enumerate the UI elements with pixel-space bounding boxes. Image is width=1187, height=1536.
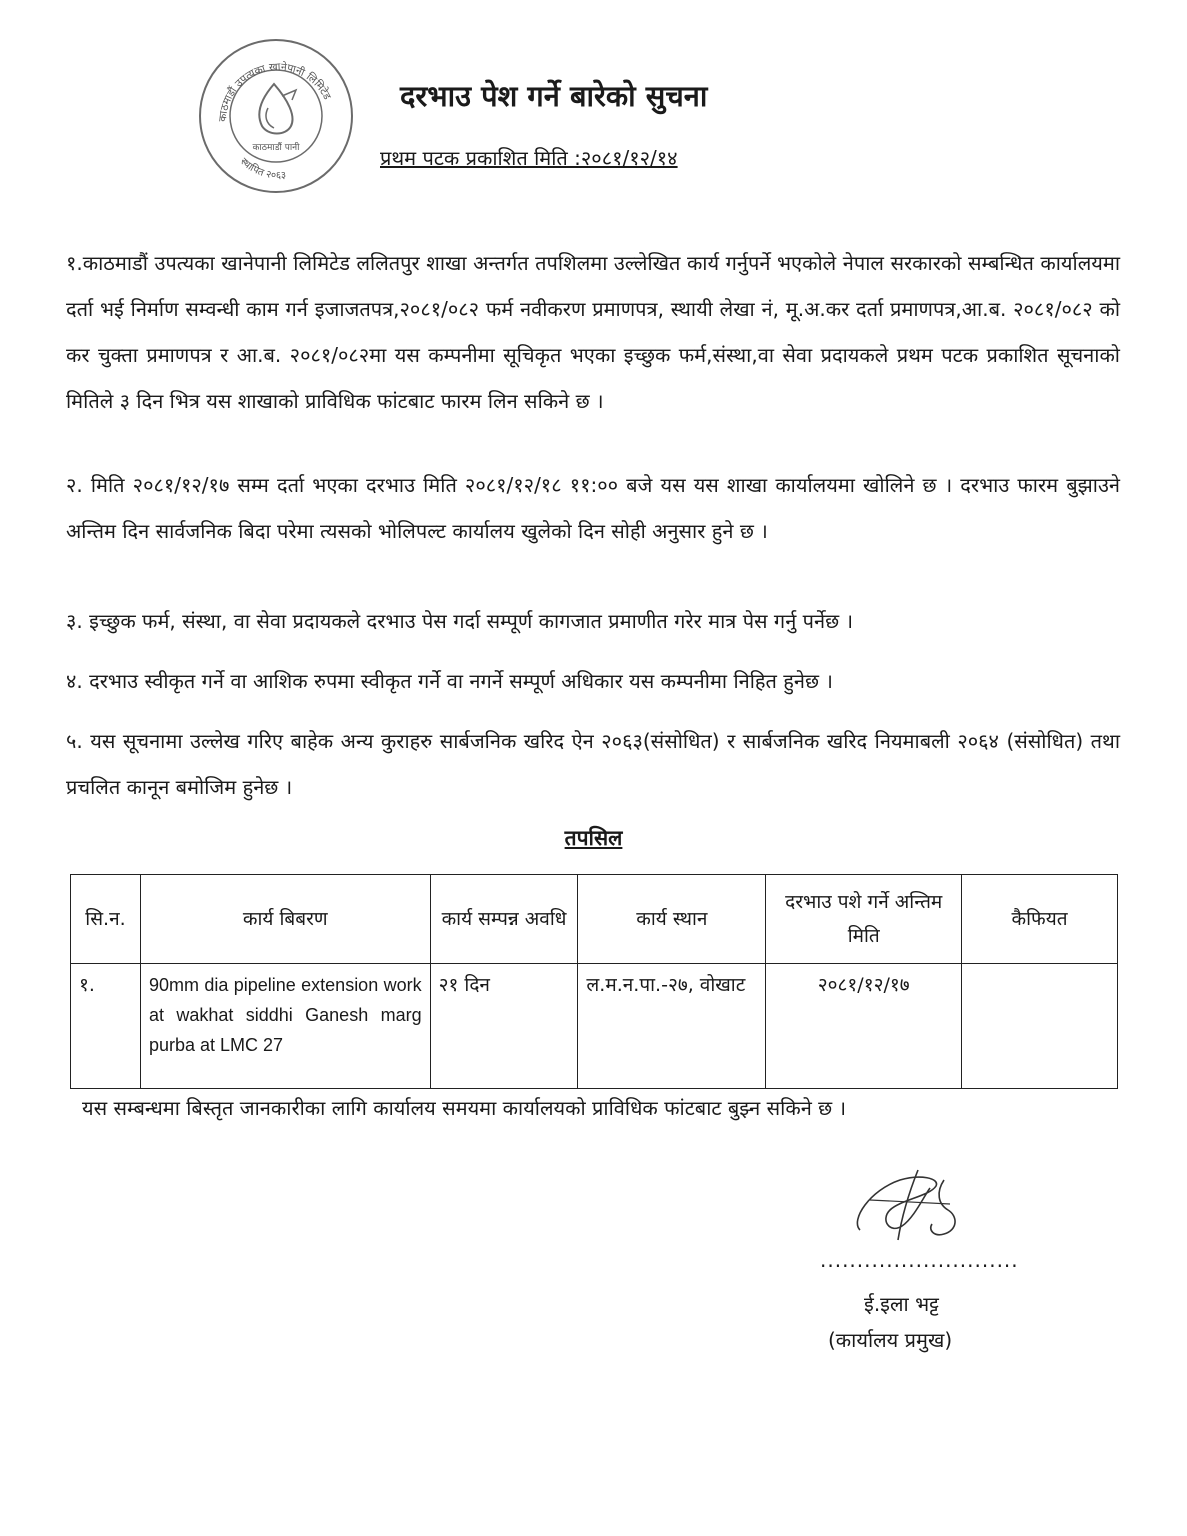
cell-duration: २१ दिन [430, 964, 578, 1089]
signatory-name: ई.इला भट्ट [864, 1292, 939, 1316]
cell-remarks [962, 964, 1118, 1089]
paragraph-5: ५. यस सूचनामा उल्लेख गरिए बाहेक अन्य कुराहरु सार्बजनिक खरिद ऐन २०६३(संसोधित) र सार्बजनिक खरिद नियमाबली २०६४ (संसोधित) तथा प्रचलित कानून बमोजिम हुनेछ । [66, 729, 1120, 799]
cell-sn: १. [71, 964, 141, 1089]
table-header-row [71, 875, 1118, 964]
column-header-location: कार्य स्थान [578, 875, 766, 964]
handwritten-signature [840, 1160, 980, 1250]
signature-line: ........................... [820, 1248, 1019, 1272]
column-header-remarks: कैफियत [962, 875, 1118, 964]
seal-text-bottom: स्थापित २०६३ [237, 156, 287, 182]
column-header-deadline: दरभाउ पशे गर्ने अन्तिम मिति [766, 875, 962, 964]
column-header-sn: सि.न. [71, 875, 141, 964]
paragraph-3: ३. इच्छुक फर्म, संस्था, वा सेवा प्रदायकले दरभाउ पेस गर्दा सम्पूर्ण कागजात प्रमाणीत गरेर मात्र पेस गर्नु पर्नेछ । [66, 609, 854, 633]
paragraph-1: १.काठमाडौं उपत्यका खानेपानी लिमिटेड ललितपुर शाखा अन्तर्गत तपशिलमा उल्लेखित कार्य गर्नुपर्ने भएकोले नेपाल सरकारको सम्बन्धित कार्यालयमा दर्ता भई निर्माण सम्वन्धी काम गर्न इजाजतपत्र,२०८१/०८२ फर्म नवीकरण प्रमाणपत्र, स्थायी लेखा नं, मू.अ.कर दर्ता प्रमाणपत्र,आ.ब. २०८१/०८२ को कर चुक्ता प्रमाणपत्र र आ.ब. २०८१/०८२मा यस कम्पनीमा सूचिकृत भएका इच्छुक फर्म,संस्था,वा सेवा प्रदायकले प्रथम पटक प्रकाशित सूचनाको मितिले ३ दिन भित्र यस शाखाको प्राविधिक फांटबाट फारम लिन सकिने छ । [66, 251, 1120, 413]
table-row [71, 964, 1118, 1089]
published-date: प्रथम पटक प्रकाशित मिति :२०८१/१२/१४ [380, 146, 678, 170]
notice-title: दरभाउ पेश गर्ने बारेको सुचना [400, 79, 708, 113]
signatory-designation: (कार्यालय प्रमुख) [828, 1328, 953, 1352]
cell-deadline: २०८१/१२/१७ [766, 964, 962, 1089]
column-header-duration: कार्य सम्पन्न अवधि [430, 875, 578, 964]
cell-location: ल.म.न.पा.-२७, वोखाट [578, 964, 766, 1089]
seal-text-top: काठमाडौं उपत्यका खानेपानी लिमिटेड [216, 61, 334, 123]
paragraph-2: २. मिति २०८१/१२/१७ सम्म दर्ता भएका दरभाउ मिति २०८१/१२/१८ ११:०० बजे यस यस शाखा कार्यालयमा खोलिने छ । दरभाउ फारम बुझाउने अन्तिम दिन सार्वजनिक बिदा परेमा त्यसको भोलिपल्ट कार्यालय खुलेको दिन सोही अनुसार हुने छ । [66, 473, 1120, 543]
paragraph-4: ४. दरभाउ स्वीकृत गर्ने वा आशिक रुपमा स्वीकृत गर्ने वा नगर्ने सम्पूर्ण अधिकार यस कम्पनीमा निहित हुनेछ । [66, 669, 833, 693]
water-drop-icon [259, 84, 296, 134]
company-seal-logo [196, 36, 356, 196]
schedule-heading: तपसिल [564, 826, 623, 850]
svg-text:काठमाडौं उपत्यका खानेपानी लिमि [217, 60, 334, 122]
column-header-description: कार्य बिबरण [140, 875, 430, 964]
seal-text-inner: काठमाडौं पानी [252, 143, 300, 153]
schedule-table [70, 874, 1118, 1089]
footer-note: यस सम्बन्धमा बिस्तृत जानकारीका लागि कार्यालय समयमा कार्यालयको प्राविधिक फांटबाट बुझ्न सकिने छ । [82, 1096, 847, 1120]
cell-description: 90mm dia pipeline extension work at wakhat siddhi Ganesh marg purba at LMC 27 [140, 964, 430, 1089]
